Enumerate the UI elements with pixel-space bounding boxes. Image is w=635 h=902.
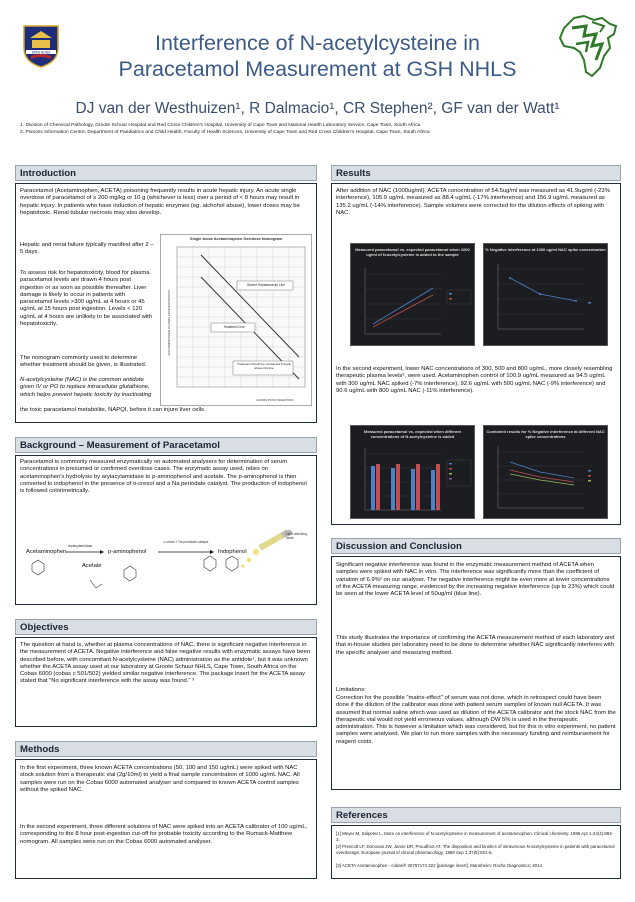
results-heading: Results (331, 165, 621, 181)
discussion-heading: Discussion and Conclusion (331, 538, 621, 554)
discussion-paragraph-3: Correction for the possible "matrix-effect" of serum was not done, which in retrospect could have been done if the dilution of the calibrator was done with patient serum samples of known null ACETA. It was assumed that normal saline which was used as dilution of the ACETA calibrator and the stock NAC from the therapeutic vial would not yield erroneous values, although DW 5% is used in the therapeutic administration. This is however a limitation which was considered, but for this in vitro experiment, no patient samples were analysed. We plan to run more samples with the necessary funding and reimbursement for reagent costs. (336, 695, 616, 745)
scheme-light-detector: Light detecting diode (286, 532, 307, 540)
results-paragraph-2: In the second experiment, lower NAC concentrations of 300, 500 and 800 ug/mL, more closely resembling therapeutic plasma levels², were used. Acetaminophen control of 100.9 ug/mL measured as 94.5 ug/mL with 300 ug/mL NAC spiked (-7% interference), 92.6 ug/mL with 500 ug/mL NAC (-9% interference) and 90.6 ug/mL with 800 ug/mL NAC (-11% interference). (336, 366, 613, 394)
scheme-enzyme: arylacylamidase (68, 544, 93, 548)
nomogram-title: Single Acute Acetaminophen Overdose Nomogram (190, 237, 282, 241)
discussion-panel (331, 556, 621, 790)
discussion-paragraph-2: This study illustrates the importance of confirming the ACETA measurement method of each laboratory and that in-house studies per laboratory need to be done to determine whether NAC significantly interferes with the specific analyser and measuring method. (336, 635, 615, 656)
references-panel (331, 825, 621, 879)
introduction-panel (15, 183, 317, 423)
reference-3: [3] ACETA Acetaminophen - cobas® 20767174 322 [package insert]. Mannheim: Roche Diagnostics; 2014. (336, 863, 544, 868)
chart-combined-negative-interference (483, 425, 608, 519)
title-line-1: Interference of N-acetylcysteine in (154, 31, 481, 55)
scheme-reagent: o-cresol + Na periodate catalyst (163, 540, 209, 544)
title-line-2: Paracetamol Measurement at GSH NHLS (118, 57, 517, 81)
intro-paragraph-2: To assess risk for hepatotoxicity, blood for plasma paracetamol levels are drawn 4 hours post ingestion or as soon as possible thereafter. Liver damage is likely to occur in patients with paracetamol levels >300 ug/mL at 4 hours or 45 ug/mL at 15 hours post ingestion. Levels < 120 ug/mL at 4 hours are unlikely to be associated with hepatotoxicity. (20, 270, 153, 328)
intro-paragraph-1: Paracetamol (Acetaminophen, ACETA) poisoning frequently results in acute hepatic injury. An acute single overdose of paracetamol of ≥ 200 mg/kg or 10 g (whichever is less) over a period of < 8 hours may result in hepatic injury. In patients who have induction of hepatic enzymes (eg. alchohol abuse), lower doses may be hepatotoxic. Renal tubular necrosis may also develop. (20, 188, 300, 216)
rumack-matthew-nomogram (160, 234, 312, 406)
limitations-heading: Limitations: (336, 687, 366, 693)
svg-text:SPES BONA: SPES BONA (31, 50, 51, 55)
author-list: DJ van der Westhuizen¹, R Dalmacio¹, CR Stephen², GF van der Watt¹ (75, 100, 560, 117)
chart-measured-vs-expected-1000 (350, 243, 475, 346)
chart-4-title: Combined results for % Negative interference at different NAC spike concentrations (486, 429, 605, 439)
nomogram-severe-line-label: Severe Hepatotoxicity Line (247, 283, 285, 287)
introduction-heading: Introduction (15, 165, 317, 181)
results-paragraph-1: After addition of NAC (1000ug/ml), ACETA concentration of 54.5ug/ml was measured as 41.9ug/ml (-23% interference), 105.9 ug/mL measured as 88.4 ug/mL (-17% interference) and 156.9 ug/mL measured as 135.2 ug/mL (-14% interference). Sample volumes were corrected for the dilution effects of spiking with NAC. (336, 188, 610, 216)
chart-3-title: Measured paracetamol vs. expected when different concentrations of N-acetylcysteine is added (364, 429, 461, 439)
results-panel (331, 183, 621, 525)
scheme-indophenol: Indophenol (218, 549, 247, 555)
scheme-acetaminophen: Acetaminophen (26, 549, 67, 555)
objectives-heading: Objectives (15, 619, 317, 635)
objectives-paragraph: The question at hand is, whether at plasma concentrations of NAC, there is significant negative interference in the measurement of ACETA. Negative interference and false negative results with enzymatic assays have been described before, with concomitant N-acetylcysteine (NAC) administration as the antidote¹, but it was unknown whether the ACETA assay used at our laboratory at Groote Schuur NHLS, Cape Town, South Africa on the Cobas 6000 (cobas c 501/502) yielded similar negative interference. The package insert for the ACETA assay stated that "No significant interference with the assay was found." ³ (20, 642, 310, 685)
poster-title (60, 30, 575, 82)
nomogram-grid (171, 245, 309, 397)
intro-paragraph-3c: the toxic paracetamol metabolite, NAPQI, before it can injure liver cells. (20, 407, 206, 413)
reference-1: [1] Meyer M, Salpeter L. More on interference of N-acetylcysteine in measurement of acetaminophen. Clinical chemistry. 1998 Apr 1;44(4):892-3. (336, 831, 614, 842)
methods-heading: Methods (15, 741, 317, 757)
methods-panel (15, 759, 317, 879)
nomogram-treatment-line-label: Treatment Line (223, 325, 245, 329)
chart-negative-interference-1000 (483, 243, 608, 346)
intro-paragraph-3b: N-acetylcysteine (NAC) is the common antidote given IV or PO to replace intracellular glutathione, which helps prevent hepatic toxicity by inactivating (20, 377, 152, 398)
scheme-p-aminophenol: p-aminophenol (108, 549, 147, 555)
methods-paragraph-2: In the second experiment, three different solutions of NAC were spiked into an ACETA calibrator of 100 ug/mL, corresponding to the 8 hour post-ingestion cut-off for probable toxicity according to the Rumack-Matthew nomogram. All samples were run on the Cobas 6000 automated analyser. (20, 824, 308, 845)
chart-measured-vs-expected-nac-levels (350, 425, 475, 519)
methods-paragraph-1: In the first experiment, three known ACETA concentrations (50, 100 and 150 ug/mL) were spiked with NAC stock solution from a therapeutic vial (2g/10ml) to yield a final sample concentration of 1000 ug/mL NAC. All samples were run on the Cobas 6000 automated analyser and compared to known ACETA control samples without the spiked NAC. (20, 765, 300, 793)
intro-paragraph-1b: Hepatic and renal failure typically manifest after 2 – 5 days. (20, 242, 154, 256)
nomogram-x-axis-label: HOURS POST INGESTION (256, 398, 294, 402)
objectives-panel (15, 637, 317, 727)
background-heading: Background – Measurement of Paracetamol (15, 437, 317, 453)
affiliation-1: 1. Division of Chemical Pathology, Groote Schuur Hospital and Red Cross Children's Hospital, University of Cape Town and National Health Laboratory Service, Cape Town, South Africa (20, 123, 421, 128)
intro-paragraph-3a: The nomogram commonly used to determine whether treatment should be given, is illustrated. (20, 355, 147, 369)
nomogram-treatment-note: Treatment should be considered if levels above this line (237, 362, 291, 370)
chart-1-title: Measured paracetamol vs. expected paracetamol when 1000 ug/ml of N-acetylcysteine is added to the sample (355, 247, 470, 257)
scheme-acetate: Acetate (82, 563, 102, 569)
university-crest-logo (22, 24, 60, 68)
discussion-paragraph-1: Significant negative interference was found in the enzymatic measurement method of ACETA when samples were spiked with NAC in vitro. The interference was significantly more than the coefficient of variation of 6.9%² on our analyser. The negative interference might be even more at lower concentrations of the ACETA measuring range, evidenced by the increasing negative interference (up to 23%) which could be seen at the lower ACETA level of 50ug/ml (blue line). (336, 562, 615, 598)
affiliation-2: 2. Poisons Information Centre, Department of Paediatrics and Child Health, Faculty of Health Sciences, University of Cape Town and Red Cross Children's Hospital, Cape Town, South Africa (20, 130, 430, 135)
chart-2-title: % Negative interference at 1000 ug/ml NAC spike concentration (485, 247, 606, 252)
background-paragraph-1: Paracetamol is commonly measured enzymatically on automated analysers for determination of serum concentrations in presumed or confirmed overdose cases. The enzymatic assay used, relies on acetaminophen's hydrolysis by arylacylamidase to p-aminophenol and acetate. The p-aminophenol is then converted to indophenol in the presence of o-cresol and a Na periodate catalyst. The production of indophenol is followed colorimetrically. (20, 459, 307, 495)
nomogram-y-axis-label: ACETAMINOPHEN PLASMA CONCENTRATION (167, 290, 171, 356)
references-heading: References (331, 807, 621, 823)
background-panel (15, 455, 317, 605)
reference-2: [2] Prescott LF, Donovan JW, Jarvie DR, Proudfoot AT. The disposition and kinetics of intravenous N-acetylcysteine in patients with paracetamol overdosage. European journal of clinical pharmacology. 1989 Sep 1;37(5):501-6. (336, 844, 615, 855)
